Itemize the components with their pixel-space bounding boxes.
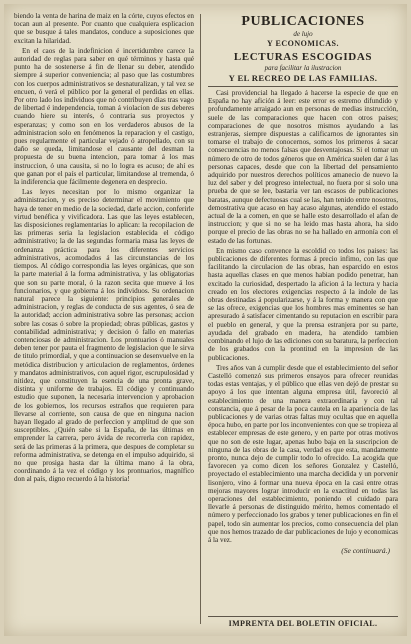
- newspaper-page: [4, 4, 407, 636]
- left-column: [14, 12, 194, 628]
- section-title-small: de lujo: [293, 30, 313, 38]
- section-subtitle: Y ECONOMICAS.: [267, 39, 339, 48]
- right-paragraph-2: En mismo caso convence la escoldid co todos los paises: las publicaciones de diferentes formas á precio infimo, con las que facilitando la circulacion de las obras, han esparcido en estos hasta aquellas clases en que menos habian podido penetrar, han excitado la curiosidad, despertado la aficion á la lectura y hacia creado en los electores exigencias respecto á la indole de las obras destinadas á popularizarse, y á la forma y manera con que se las ofrece, exigencias que los hombres mas eminentes se han apresurado á satisfacer cimentando su reputacion en escribir para el pueblo en general, y que la prensa estranjera por su parte, ayudada del grabado en madera, ha atendido tambien combinando el lujo de las ediciones con su baratura, la perfeccion de los grabados con la prontitud en la impresion de las publicaciones.: [208, 246, 398, 362]
- left-paragraph-2: En el caos de la indefinicion é incertidumbre carece la autoridad de reglas para saber en qué términos y hasta qué punto ha de sostenerse á fin de llenar su deber, atendido siempre á superior conveniencia; al paso que las costumbres con los cuerpos administrativos se desnaturalizan, y tal vez se encuen, ó verá el público por la general el perdidas en ellas. Por otro lado los individuos que nó contribuyen dias tras vago de libertad é independencia, toman á violacion de sus deberes cuando hiere su interés, ó contraria sus proyectos y esperanzas; y como son en los verdaderos abusos de la administracion solo en fenómenos la reparacion y el castigo, pues regularmente el particular vejado ó atropellado, con su daño se queda, limitandose el causante del desman la propuesta de su buena intencion, para tomar á los mas instruccion, ó una causita, si no lo logra es acuso; de ahí es que ganan por el país el particular, limitandose al tremenda, ó la indiferencia que fácilmente degenera en desprecio.: [14, 46, 194, 187]
- section-title: PUBLICACIONES: [241, 14, 365, 29]
- column-divider: [200, 14, 201, 624]
- heading-rule: [208, 86, 398, 87]
- lecturas-subheading: para facilitar la ilustracion: [264, 64, 342, 72]
- continuation-note: (Se continuará.): [341, 546, 390, 556]
- left-paragraph-3: Las leyes necesitan por lo mismo organizar la administracion, y es preciso determinar el movimiento que haya de tener en medio de la sociedad, darle accion, conferirle virtud benéfica y vivificadora. Las que las leyes establecen, las disposiciones reglamentarias lo aplican: la recopilacion de las primeras seria la legislacion establecida el código administrativo; la de las segundas formaria masa las leyes de ordenanza práctica para los diferentes servicios administrativos, acomodados á las circunstancias de los tiempos. Al código correspondia las leyes orgánicas, que son la parte material á la forma administrativa, y las obligatorias que son su parte moral, ó la razon secita que mueve á los funcionarios, y que gobierna á los individuos. Su ordenacion natural parece la siguiente: principios generales de administracion, y reglas de conducta de sus agentes, ó sea de la autoridad; accion administrativa sobre las personas; accion sobre las cosas ó sobre la propiedad; obras públicas, gastos y contabilidad administrativa; y decision ó fallo en materias contenciosas de administracion. Los prontuarios ó manuales deben tener por pauta el fragmento de legislacion que le sirva de titulo primordial, y que a continuacion se desenvuelve en la metódica distribucion y articulacion de reglamentos, órdenes y mandatos administrativos, con aquel rigor, escrupulosidad y nitidez, que constituyen la esencia de una pronta grave, distinta y uniforme de trabajos. El código y continuando estudio que suponen, la necesaria intervencion y aprobacion de los gobiernos, los recursos estraños que requieren para llevarse al corriente, son causa de que en ninguna nacion hayan llegado al grado de perfeccion y amplitud de que son susceptibles. ¿Quién sabe si la España, de las últimas en emprender la carrera, pero ávida de recorrerla con rapidez, será de las primeras á la primera, que despues de completar su reforma administrativa, se detenga en el impulso adquirido, si no que prosiga hasta dar la última mano á la obra, coordinando á la vez el código y los prontuarios, magnífico don al país, digno recuerdo á la historia!: [14, 188, 194, 484]
- right-column: [208, 12, 398, 628]
- left-paragraph-1: biendo la venta de harina de maiz en la córte, cuyos efectos en tocan aun al presente. Por cuanto que cualquiera esplicacion que se busque á tales mandatos, conduce a suposiciones que excitan la hilaridad.: [14, 12, 194, 45]
- lecturas-heading: LECTURAS ESCOGIDAS: [233, 51, 373, 63]
- printer-imprint: IMPRENTA DEL BOLETIN OFICIAL.: [208, 616, 398, 628]
- recreo-heading: Y EL RECREO DE LAS FAMILIAS.: [228, 73, 378, 83]
- right-paragraph-1: Casi providencial ha llegado á hacerse la especie de que en España no hay afición á leer: este error es estremo difundido y profundamente arraigado aun en personas de medias instrucción, suele de las comparaciones que hacen con otros paises; comparaciones de que nosotros mismos ayudando a las estranjeras, siempre dispuestas a calificarnos de ignorantes sin tomarse el trabajo de conocernos, somos los primeros á sacar consecuencias no menos falsas que desventajosas. Si el tomar un número de otro de todos géneros que en América suelen dar á las personas capaces, desde que con la libertad del pensamiento adquirido por nuestros derechos políticos amanecio de nuevo la luz del saber y del progreso intelectual, no fuera por si solo una prueba de que se lee, bastaria ver tan escasos de publicaciones baratas, aunque defectuosas cual se las, han tenido entre nosotros, demostrativa que acaso en hay acaso algunas, atendido el estado actual de la a comen, en que se halle esto desarrollado el afan de instruccion; y que si no se ha leido mas hasta ahora, ha sido porque el precio de las obras no se ha hallado en armonía con el estado de las fortunas.: [208, 89, 398, 245]
- right-paragraph-3: Tres años van á cumplir desde que el establecimiento del señor Castelló comenzó sus primeros ensayos para ofrecer reunidas todas estas ventajas, y el público que ellas ven dejó de prestar su apoyo á los que intentan alguna empresa útil, favoreció al establecimiento de una manera extraordinaria y con tal constancia, que á pesar de la poca cautela en la apariencia de las publicaciones y de varias otras faltas muy ocultas que en aquella época hubo, en parte por los inconvenientes con que se tropieza al establecer empresas de este genero, y en parte por otras motivos que no son de este lugar, apenas hubo baja en la suscripcion de ninguna de las obras de la casa, verdad es que esta, mandamente pronto, nunca dejo de cumplir todo lo ofrecido. La acogida que favorecen ya como dicen los señores Gonzalez y Castelló, proyectado el establecimiento una marcha decidida y un porvenir lisonjero, vino á formar una nueva época en la casi entre otras mejoras mayores lograr introducir en la exactitud en todas las operaciones del establecimiento, poniendo el cuidado para llevarle á personas de distinguido mérito, hemos comentado el número y perfeccionado los grabos y tener publicaciones en fin el papel, todo sin aumentar los precios, como consecuencia del plan que nos hemos trazado de dar publicaciones de lujo y economicas á la vez.: [208, 363, 398, 544]
